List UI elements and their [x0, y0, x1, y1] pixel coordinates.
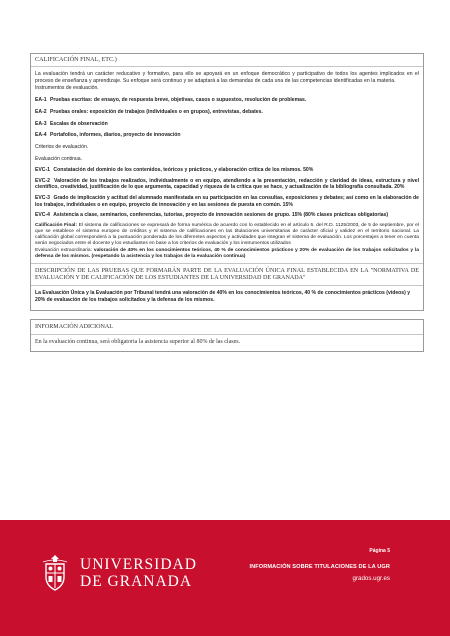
criterion-text: Grado de implicación y actitud del alumnado manifestada en su participación en las consultas, exposiciones y debates; así como en la elaboración de los trabajos, individuales o en equipo, proyecto de innovación y en las sesiones de puesta en común. 15% [35, 194, 419, 208]
additional-info-header: INFORMACIÓN ADICIONAL [31, 320, 423, 335]
instrument-item [35, 121, 419, 128]
instrument-code: EA-1 [35, 96, 47, 103]
final-grade-paragraph [35, 223, 419, 260]
instruments-title: Instrumentos de evaluación. [35, 84, 99, 91]
criterion-text: Constatación del dominio de los contenidos, teóricos y prácticos, y elaboración crítica de los mismos. 50% [53, 167, 314, 174]
single-evaluation-body [31, 286, 423, 310]
instrument-item [35, 97, 419, 104]
instrument-text: Portafolios, informes, diarios, proyecto de innovación [50, 132, 181, 139]
instrument-code: EA-4 [35, 132, 47, 139]
criterion-text: Asistencia a clase, seminarios, conferencias, tutorías, proyecto de innovación sesiones de grupo. 15% (80% clases prácticas obligatorias) [53, 212, 389, 219]
evaluation-section [30, 53, 424, 311]
page-number: Página 5 [369, 548, 390, 554]
section-body [31, 67, 423, 263]
instrument-text: Pruebas escritas: de ensayo, de respuesta breve, objetivas, casos o supuestos, resolución de problemas. [50, 96, 307, 103]
criterion-code: EVC-4 [35, 212, 51, 219]
instrument-item [35, 132, 419, 139]
instrument-code: EA-3 [35, 120, 47, 127]
university-crest-icon [40, 553, 70, 593]
criterion-code: EVC-2 [35, 177, 51, 184]
criterion-code: EVC-3 [35, 194, 51, 201]
instrument-text: Pruebas orales: exposición de trabajos (individuales o en grupos), entrevistas, debates. [50, 108, 263, 115]
single-evaluation-text: La Evaluación Única y la Evaluación por Tribunal tendrá una valoración de 40% en los conocimientos teóricos, 40 % de conocimientos prácticos (videos) y 20% de evaluación de los trabajos solicitados y la defensa de los mismos. [35, 290, 411, 304]
additional-info-body: En la evaluación continua, será obligatoria la asistencia superior al 80% de las clases. [35, 339, 241, 346]
criterion-item [35, 212, 419, 219]
single-evaluation-header: DESCRIPCIÓN DE LAS PRUEBAS QUE FORMARÁN PARTE DE LA EVALUACIÓN ÚNICA FINAL ESTABLECIDA EN LA "NORMATIVA DE EVALUACIÓN Y DE CALIFICACIÓN DE LOS ESTUDIANTES DE LA UNIVERSIDAD DE GRANADA" [31, 263, 423, 286]
final-grade-text: El sistema de calificaciones se expresará de forma numérica de acuerdo con lo establecido en el artículo 5. del R.D. 1125/2003, de 5 de septiembre, por el que se establece el sistema europeo de créditos y el sistema de calificaciones en las titulaciones universitarias de carácter oficial y validez en el territorio nacional. La calificación global corresponderá a la puntuación ponderada de los diferentes aspectos y actividades que integran el sistema de evaluación. Los porcentajes a tener en cuenta serán negociados entre el docente y los estudiantes en base a los criterios de evaluación y los instrumentos utilizados [35, 222, 419, 247]
additional-info-section [30, 319, 424, 352]
website-link[interactable]: grados.ugr.es [352, 575, 390, 582]
criterion-item [35, 167, 419, 174]
extraordinary-label: Evaluación extraordinaria: [35, 247, 93, 253]
university-name-line2: DE GRANADA [80, 573, 193, 590]
final-grade-label: Calificación Final: [35, 222, 78, 228]
instrument-code: EA-2 [35, 108, 47, 115]
criterion-text: Valoración de los trabajos realizados, individualmente o en equipo, atendiendo a la presentación, redacción y claridad de ideas, estructura y nivel científico, creatividad, justificación de lo que argumenta, capacidad y riqueza de la crítica que se hace, y actualización de la bibliografía consultada. 20% [35, 177, 419, 191]
criterion-item [35, 178, 419, 191]
instrument-item [35, 109, 419, 116]
info-line: INFORMACIÓN SOBRE TITULACIONES DE LA UGR [249, 564, 390, 570]
page-footer [0, 520, 450, 636]
criteria-title: Criterios de evaluación. [35, 144, 89, 151]
instrument-text: Escalas de observación [50, 120, 108, 127]
section-header: CALIFICACIÓN FINAL, ETC.) [31, 54, 423, 67]
continuous-title: Evaluación continua. [35, 156, 83, 163]
section-gap [30, 311, 424, 319]
extraordinary-text: valoración de 40% en los conocimientos teóricos, 40 % de conocimientos prácticos y 20% de evaluación de los trabajos solicitados y la defensa de los mismos. (respetando la asistencia y los trabajos de la evaluación continua) [35, 247, 420, 259]
content-area [30, 53, 424, 352]
criterion-item [35, 195, 419, 208]
university-name-line1: UNIVERSIDAD [80, 556, 197, 573]
criterion-code: EVC-1 [35, 167, 51, 174]
intro-paragraph: La evaluación tendrá un carácter reducativo y formativo, para ello se apoyará en un enfoque democrático y participativo de todos los agentes implicados en el proceso de enseñanza y aprendizaje. Su enfoque será continuo y se adaptará a las demandas de cada una de las competencias identificadas en la materia. [35, 71, 419, 84]
